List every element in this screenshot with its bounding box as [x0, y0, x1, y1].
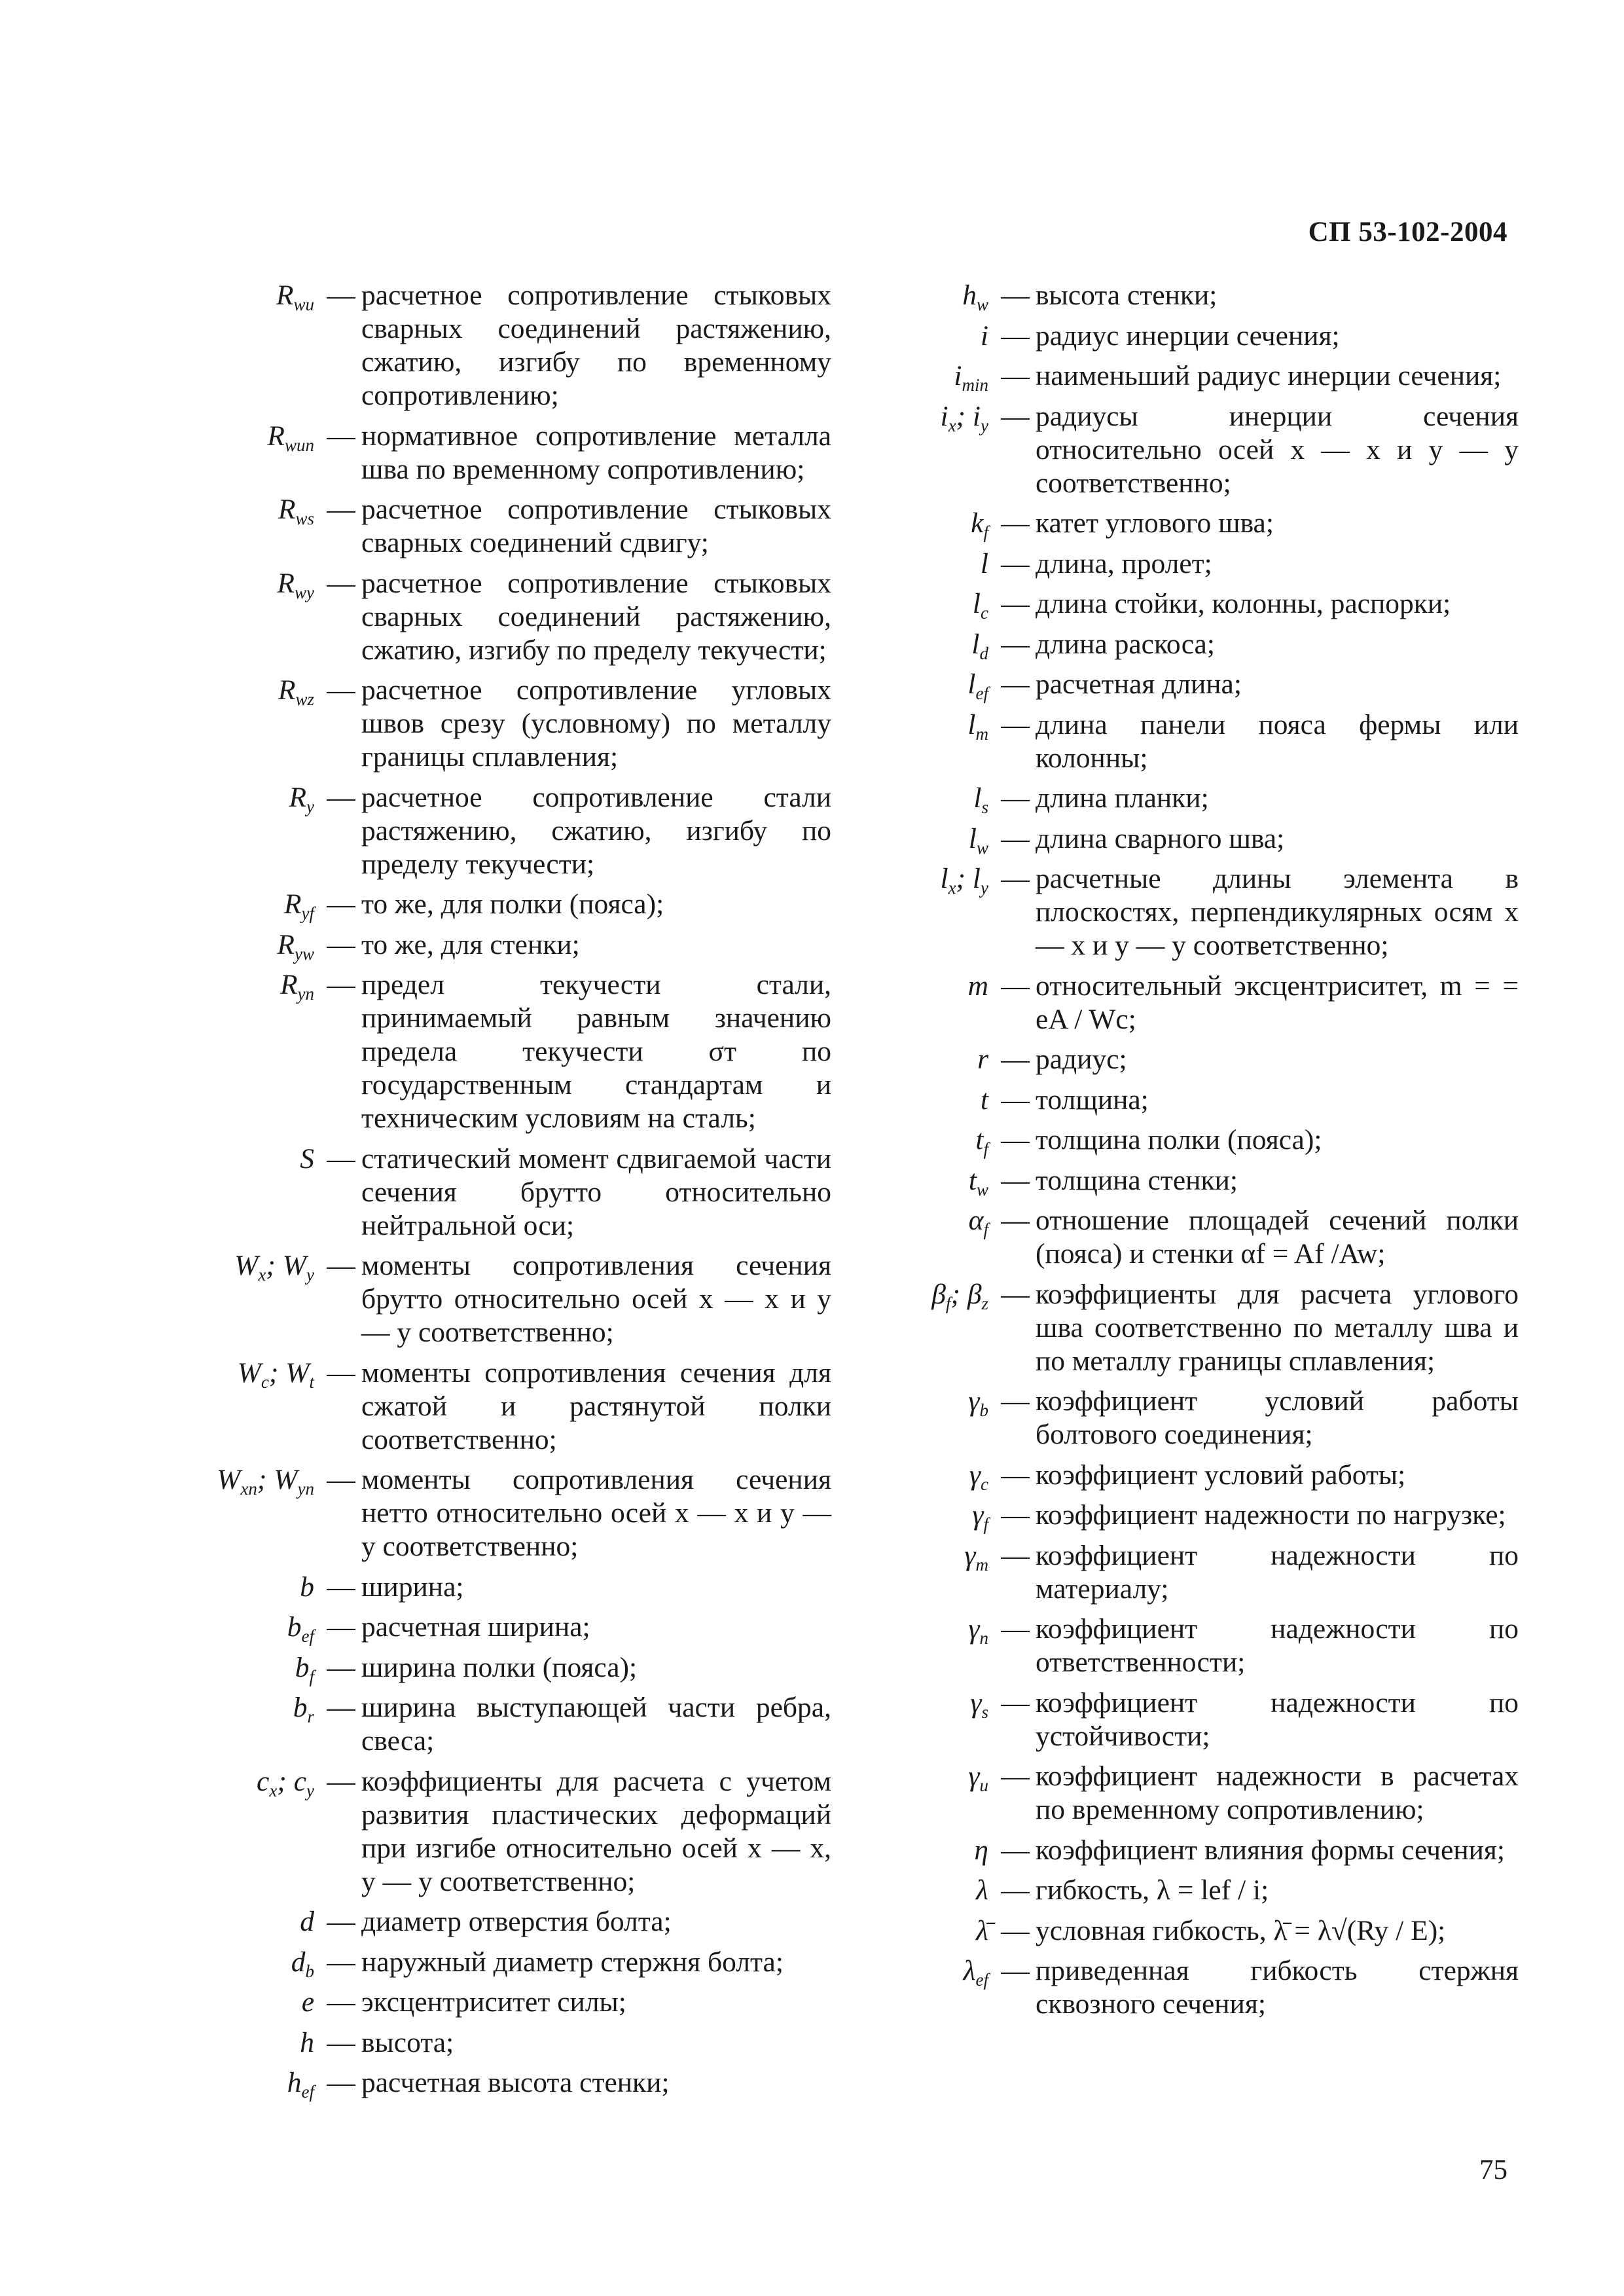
- dash-separator: —: [327, 1571, 355, 1603]
- dash-separator: —: [327, 567, 355, 599]
- symbol: $i_x$; $i_y$: [940, 400, 988, 435]
- symbol: $R_{yn}$: [280, 969, 314, 1004]
- dash-separator: —: [1001, 1084, 1030, 1116]
- definition-text: длина планки;: [1036, 782, 1209, 814]
- definition-text: приведенная гибкость стержня сквозного сечения;: [1036, 1955, 1519, 2020]
- definition-entry: [877, 668, 1519, 701]
- definition-entry: [170, 928, 831, 962]
- definition-text: коэффициенты для расчета углового шва соответственно по металлу шва и по металлу границы сплавления;: [1036, 1278, 1519, 1377]
- definition-entry: [877, 1084, 1519, 1117]
- definition-text: моменты сопротивления сечения для сжатой и растянутой полки соответственно;: [361, 1357, 831, 1455]
- symbol: d: [300, 1906, 314, 1937]
- definition-entry: [877, 1499, 1519, 1532]
- definition-entry: [170, 674, 831, 774]
- dash-separator: —: [327, 494, 355, 525]
- symbol: $d_b$: [291, 1946, 314, 1981]
- definition-text: статический момент сдвигаемой части сечения брутто относительно нейтральной оси;: [361, 1142, 831, 1241]
- dash-separator: —: [1001, 782, 1030, 814]
- dash-separator: —: [1001, 1914, 1030, 1946]
- symbol: $R_{yw}$: [277, 928, 314, 964]
- definition-entry: [877, 1613, 1519, 1679]
- symbol: $\gamma_u$: [968, 1760, 988, 1795]
- definition-text: радиусы инерции сечения относительно осей x — x и y — y соответственно;: [1036, 400, 1519, 499]
- dash-separator: —: [1001, 822, 1030, 854]
- definition-text: ширина;: [361, 1571, 464, 1603]
- symbol: b: [300, 1571, 314, 1603]
- symbol: r: [977, 1044, 988, 1075]
- definition-text: отношение площадей сечений полки (пояса) и стенки αf = Af /Aw;: [1036, 1205, 1519, 1269]
- definition-entry: [170, 420, 831, 486]
- definition-entry: [877, 1874, 1519, 1907]
- definition-entry: [877, 1164, 1519, 1197]
- definition-entry: [877, 547, 1519, 581]
- symbol: $k_f$: [971, 507, 988, 542]
- definition-text: коэффициент надежности по ответственности;: [1036, 1613, 1519, 1678]
- definition-entry: [877, 1204, 1519, 1271]
- symbol: $l_d$: [971, 628, 988, 663]
- dash-separator: —: [1001, 1613, 1030, 1645]
- definition-entry: [170, 2026, 831, 2060]
- symbol: $\gamma_m$: [964, 1539, 988, 1575]
- definition-text: то же, для стенки;: [361, 928, 580, 960]
- dash-separator: —: [327, 1250, 355, 1281]
- dash-separator: —: [1001, 588, 1030, 619]
- dash-separator: —: [327, 1906, 355, 1937]
- symbol: $\gamma_f$: [972, 1499, 988, 1534]
- symbol: $\gamma_n$: [968, 1613, 988, 1648]
- definition-entry: [877, 587, 1519, 621]
- definition-text: нормативное сопротивление металла шва по временному сопротивлению;: [361, 420, 831, 485]
- symbol: $W_c$; $W_t$: [237, 1357, 314, 1392]
- dash-separator: —: [1001, 319, 1030, 352]
- dash-separator: —: [327, 1357, 355, 1389]
- definition-entry: [170, 1986, 831, 2019]
- dash-separator: —: [1001, 628, 1030, 660]
- dash-separator: —: [1001, 507, 1030, 539]
- definition-entry: [170, 1142, 831, 1243]
- symbol: $b_f$: [295, 1651, 314, 1686]
- definition-entry: [170, 1946, 831, 1979]
- dash-separator: —: [327, 1464, 355, 1495]
- definition-text: коэффициент надежности по материалу;: [1036, 1539, 1519, 1605]
- definition-text: то же, для полки (пояса);: [361, 888, 664, 920]
- dash-separator: —: [327, 888, 355, 920]
- symbol: $l_s$: [973, 782, 988, 817]
- definition-text: длина раскоса;: [1036, 628, 1215, 660]
- definition-text: коэффициент условий работы болтового соединения;: [1036, 1385, 1519, 1450]
- dash-separator: —: [1001, 668, 1030, 700]
- symbol: $\alpha_f$: [968, 1205, 988, 1239]
- definition-text: эксцентриситет силы;: [361, 1986, 626, 2018]
- definition-entry: [877, 862, 1519, 962]
- definition-entry: [170, 888, 831, 921]
- definition-text: длина панели пояса фермы или колонны;: [1036, 708, 1519, 774]
- dash-separator: —: [327, 781, 355, 813]
- symbol: $R_{wun}$: [267, 420, 314, 455]
- dash-separator: —: [327, 1765, 355, 1797]
- definition-entry: [877, 400, 1519, 500]
- dash-separator: —: [1001, 863, 1030, 894]
- definition-text: диаметр отверстия болта;: [361, 1906, 672, 1937]
- symbol: λ̄: [976, 1914, 988, 1946]
- definition-text: расчетное сопротивление стыковых сварных соединений сдвигу;: [361, 494, 831, 558]
- symbol: m: [967, 970, 988, 1002]
- dash-separator: —: [1001, 1499, 1030, 1531]
- symbol: $l_{ef}$: [967, 668, 988, 703]
- definition-entry: [877, 628, 1519, 661]
- symbol: $\gamma_b$: [968, 1385, 988, 1420]
- dash-separator: —: [1001, 1686, 1030, 1719]
- symbol: $h_{ef}$: [287, 2067, 314, 2102]
- left-column: [170, 279, 831, 2107]
- definition-text: расчетное сопротивление стали растяжению, сжатию, изгибу по пределу текучести;: [361, 781, 831, 880]
- definition-entry: [877, 1278, 1519, 1378]
- definition-entry: [877, 822, 1519, 856]
- definition-text: радиус;: [1036, 1044, 1127, 1075]
- definition-entry: [877, 319, 1519, 353]
- definition-entry: [877, 1834, 1519, 1867]
- symbol: $R_{wu}$: [276, 280, 314, 314]
- symbol: i: [980, 319, 988, 352]
- definition-entry: [170, 1691, 831, 1758]
- definition-text: толщина полки (пояса);: [1036, 1124, 1322, 1156]
- dash-separator: —: [1001, 1760, 1030, 1792]
- definition-entry: [170, 1249, 831, 1349]
- definition-text: наружный диаметр стержня болта;: [361, 1946, 784, 1978]
- definition-text: длина, пролет;: [1036, 547, 1212, 579]
- definition-entry: [170, 1357, 831, 1457]
- definition-text: коэффициент надежности по устойчивости;: [1036, 1686, 1519, 1752]
- dash-separator: —: [1001, 1164, 1030, 1196]
- symbol: $l_c$: [972, 588, 988, 623]
- definition-text: длина сварного шва;: [1036, 822, 1285, 854]
- definition-text: ширина полки (пояса);: [361, 1651, 638, 1683]
- dash-separator: —: [327, 1611, 355, 1643]
- right-column: [877, 279, 1519, 2028]
- dash-separator: —: [1001, 1278, 1030, 1310]
- dash-separator: —: [327, 280, 355, 311]
- dash-separator: —: [327, 1142, 355, 1175]
- symbol: $R_y$: [289, 781, 314, 816]
- dash-separator: —: [327, 2067, 355, 2098]
- definition-entry: [877, 507, 1519, 540]
- dash-separator: —: [327, 420, 355, 452]
- symbol: $b_{ef}$: [287, 1611, 314, 1646]
- definition-text: расчетные длины элемента в плоскостях, перпендикулярных осям x — x и y — y соответственно;: [1036, 863, 1519, 961]
- definition-text: моменты сопротивления сечения нетто относительно осей x — x и y — y соответственно;: [361, 1464, 831, 1562]
- symbol: $\gamma_c$: [969, 1459, 988, 1494]
- definition-entry: [170, 1651, 831, 1685]
- definition-text: расчетное сопротивление угловых швов срезу (условному) по металлу границы сплавления;: [361, 674, 831, 773]
- definition-text: предел текучести стали, принимаемый равным значению предела текучести σт по государственным стандартам и техническим условиям на сталь;: [361, 969, 831, 1134]
- definition-text: высота;: [361, 2026, 454, 2058]
- definition-entry: [170, 2066, 831, 2100]
- dash-separator: —: [327, 1946, 355, 1978]
- definition-text: ширина выступающей части ребра, свеса;: [361, 1692, 831, 1757]
- dash-separator: —: [1001, 1539, 1030, 1571]
- symbol: $t_w$: [968, 1164, 988, 1199]
- definition-entry: [877, 1914, 1519, 1948]
- symbol: $\gamma_s$: [970, 1686, 988, 1722]
- symbol: $R_{yf}$: [283, 888, 314, 923]
- definition-entry: [877, 279, 1519, 312]
- dash-separator: —: [1001, 360, 1030, 392]
- definition-text: гибкость, λ = lef / i;: [1036, 1874, 1269, 1906]
- definition-entry: [170, 1611, 831, 1644]
- definition-text: толщина стенки;: [1036, 1164, 1238, 1196]
- dash-separator: —: [327, 2026, 355, 2058]
- definition-text: высота стенки;: [1036, 280, 1218, 311]
- definition-entry: [170, 781, 831, 881]
- definition-text: расчетная высота стенки;: [361, 2067, 670, 2098]
- definition-text: расчетная длина;: [1036, 668, 1242, 700]
- definition-text: коэффициенты для расчета с учетом развития пластических деформаций при изгибе относительно осей x — x, y — y соответственно;: [361, 1765, 831, 1897]
- definition-text: относительный эксцентриситет, m = = eA / Wc;: [1036, 970, 1519, 1035]
- definition-entry: [170, 1571, 831, 1604]
- symbol: $W_{xn}$; $W_{yn}$: [217, 1464, 314, 1499]
- symbol: $l_w$: [968, 822, 988, 858]
- symbol: h: [300, 2026, 314, 2058]
- definition-text: радиус инерции сечения;: [1036, 319, 1340, 352]
- dash-separator: —: [1001, 1124, 1030, 1156]
- dash-separator: —: [327, 928, 355, 960]
- symbol: $t_f$: [975, 1124, 988, 1159]
- definition-entry: [877, 1043, 1519, 1076]
- definition-text: условная гибкость, λ̄ = λ√(Ry / E);: [1036, 1914, 1446, 1946]
- definition-entry: [170, 567, 831, 667]
- definition-entry: [877, 1385, 1519, 1451]
- definition-entry: [877, 1760, 1519, 1827]
- definition-entry: [170, 968, 831, 1135]
- definition-text: коэффициент условий работы;: [1036, 1459, 1406, 1491]
- symbol: η: [974, 1834, 988, 1866]
- dash-separator: —: [1001, 547, 1030, 579]
- symbol: S: [300, 1142, 314, 1175]
- definition-text: наименьший радиус инерции сечения;: [1036, 360, 1502, 392]
- definition-entry: [877, 1954, 1519, 2021]
- symbol: $i_{min}$: [954, 360, 988, 395]
- dash-separator: —: [1001, 280, 1030, 311]
- definition-text: коэффициент надежности в расчетах по временному сопротивлению;: [1036, 1760, 1519, 1825]
- dash-separator: —: [1001, 400, 1030, 432]
- dash-separator: —: [1001, 708, 1030, 740]
- symbol: λ: [976, 1874, 988, 1906]
- definition-text: расчетное сопротивление стыковых сварных соединений растяжению, сжатию, изгибу по пределу текучести;: [361, 567, 831, 666]
- symbol: l: [980, 547, 988, 579]
- symbol: $R_{wz}$: [278, 674, 314, 709]
- definition-entry: [877, 359, 1519, 393]
- symbol: $l_x$; $l_y$: [940, 863, 988, 898]
- symbol: $\beta_f$; $\beta_z$: [931, 1278, 988, 1313]
- definition-entry: [877, 708, 1519, 775]
- symbol: $W_x$; $W_y$: [234, 1250, 314, 1285]
- definition-entry: [170, 1765, 831, 1899]
- dash-separator: —: [1001, 1874, 1030, 1906]
- definition-entry: [877, 1459, 1519, 1492]
- definition-text: коэффициент влияния формы сечения;: [1036, 1834, 1506, 1866]
- definition-text: длина стойки, колонны, распорки;: [1036, 588, 1451, 619]
- definition-entry: [877, 970, 1519, 1036]
- definition-entry: [170, 493, 831, 560]
- symbol: $b_r$: [293, 1692, 314, 1726]
- definition-entry: [170, 1905, 831, 1939]
- symbol: $l_m$: [967, 708, 988, 744]
- definition-text: расчетное сопротивление стыковых сварных соединений растяжению, сжатию, изгибу по временному сопротивлению;: [361, 280, 831, 411]
- symbol: $\lambda_{ef}$: [963, 1955, 988, 1990]
- definition-text: коэффициент надежности по нагрузке;: [1036, 1499, 1506, 1531]
- definition-entry: [877, 782, 1519, 815]
- symbol: $h_w$: [962, 280, 988, 314]
- dash-separator: —: [327, 1986, 355, 2018]
- symbol: $R_{wy}$: [277, 567, 314, 602]
- dash-separator: —: [1001, 1955, 1030, 1986]
- dash-separator: —: [1001, 1834, 1030, 1866]
- definition-text: расчетная ширина;: [361, 1611, 590, 1643]
- symbol: e: [301, 1986, 314, 2018]
- dash-separator: —: [1001, 1044, 1030, 1075]
- definition-text: моменты сопротивления сечения брутто относительно осей x — x и y — y соответственно;: [361, 1250, 831, 1348]
- dash-separator: —: [1001, 1385, 1030, 1417]
- symbol: $R_{ws}$: [278, 494, 314, 528]
- dash-separator: —: [1001, 1205, 1030, 1236]
- definition-entry: [877, 1123, 1519, 1157]
- dash-separator: —: [327, 674, 355, 706]
- dash-separator: —: [1001, 970, 1030, 1002]
- definition-entry: [877, 1686, 1519, 1753]
- definition-entry: [170, 1463, 831, 1563]
- definition-entry: [170, 279, 831, 412]
- document-code: СП 53-102-2004: [1308, 217, 1507, 247]
- dash-separator: —: [327, 1692, 355, 1723]
- dash-separator: —: [327, 969, 355, 1000]
- dash-separator: —: [1001, 1459, 1030, 1491]
- dash-separator: —: [327, 1651, 355, 1683]
- definition-entry: [877, 1539, 1519, 1606]
- definition-text: толщина;: [1036, 1084, 1149, 1116]
- symbol: t: [980, 1084, 988, 1116]
- definition-text: катет углового шва;: [1036, 507, 1274, 539]
- page-number: 75: [1479, 2155, 1507, 2185]
- symbol: $c_x$; $c_y$: [257, 1765, 314, 1800]
